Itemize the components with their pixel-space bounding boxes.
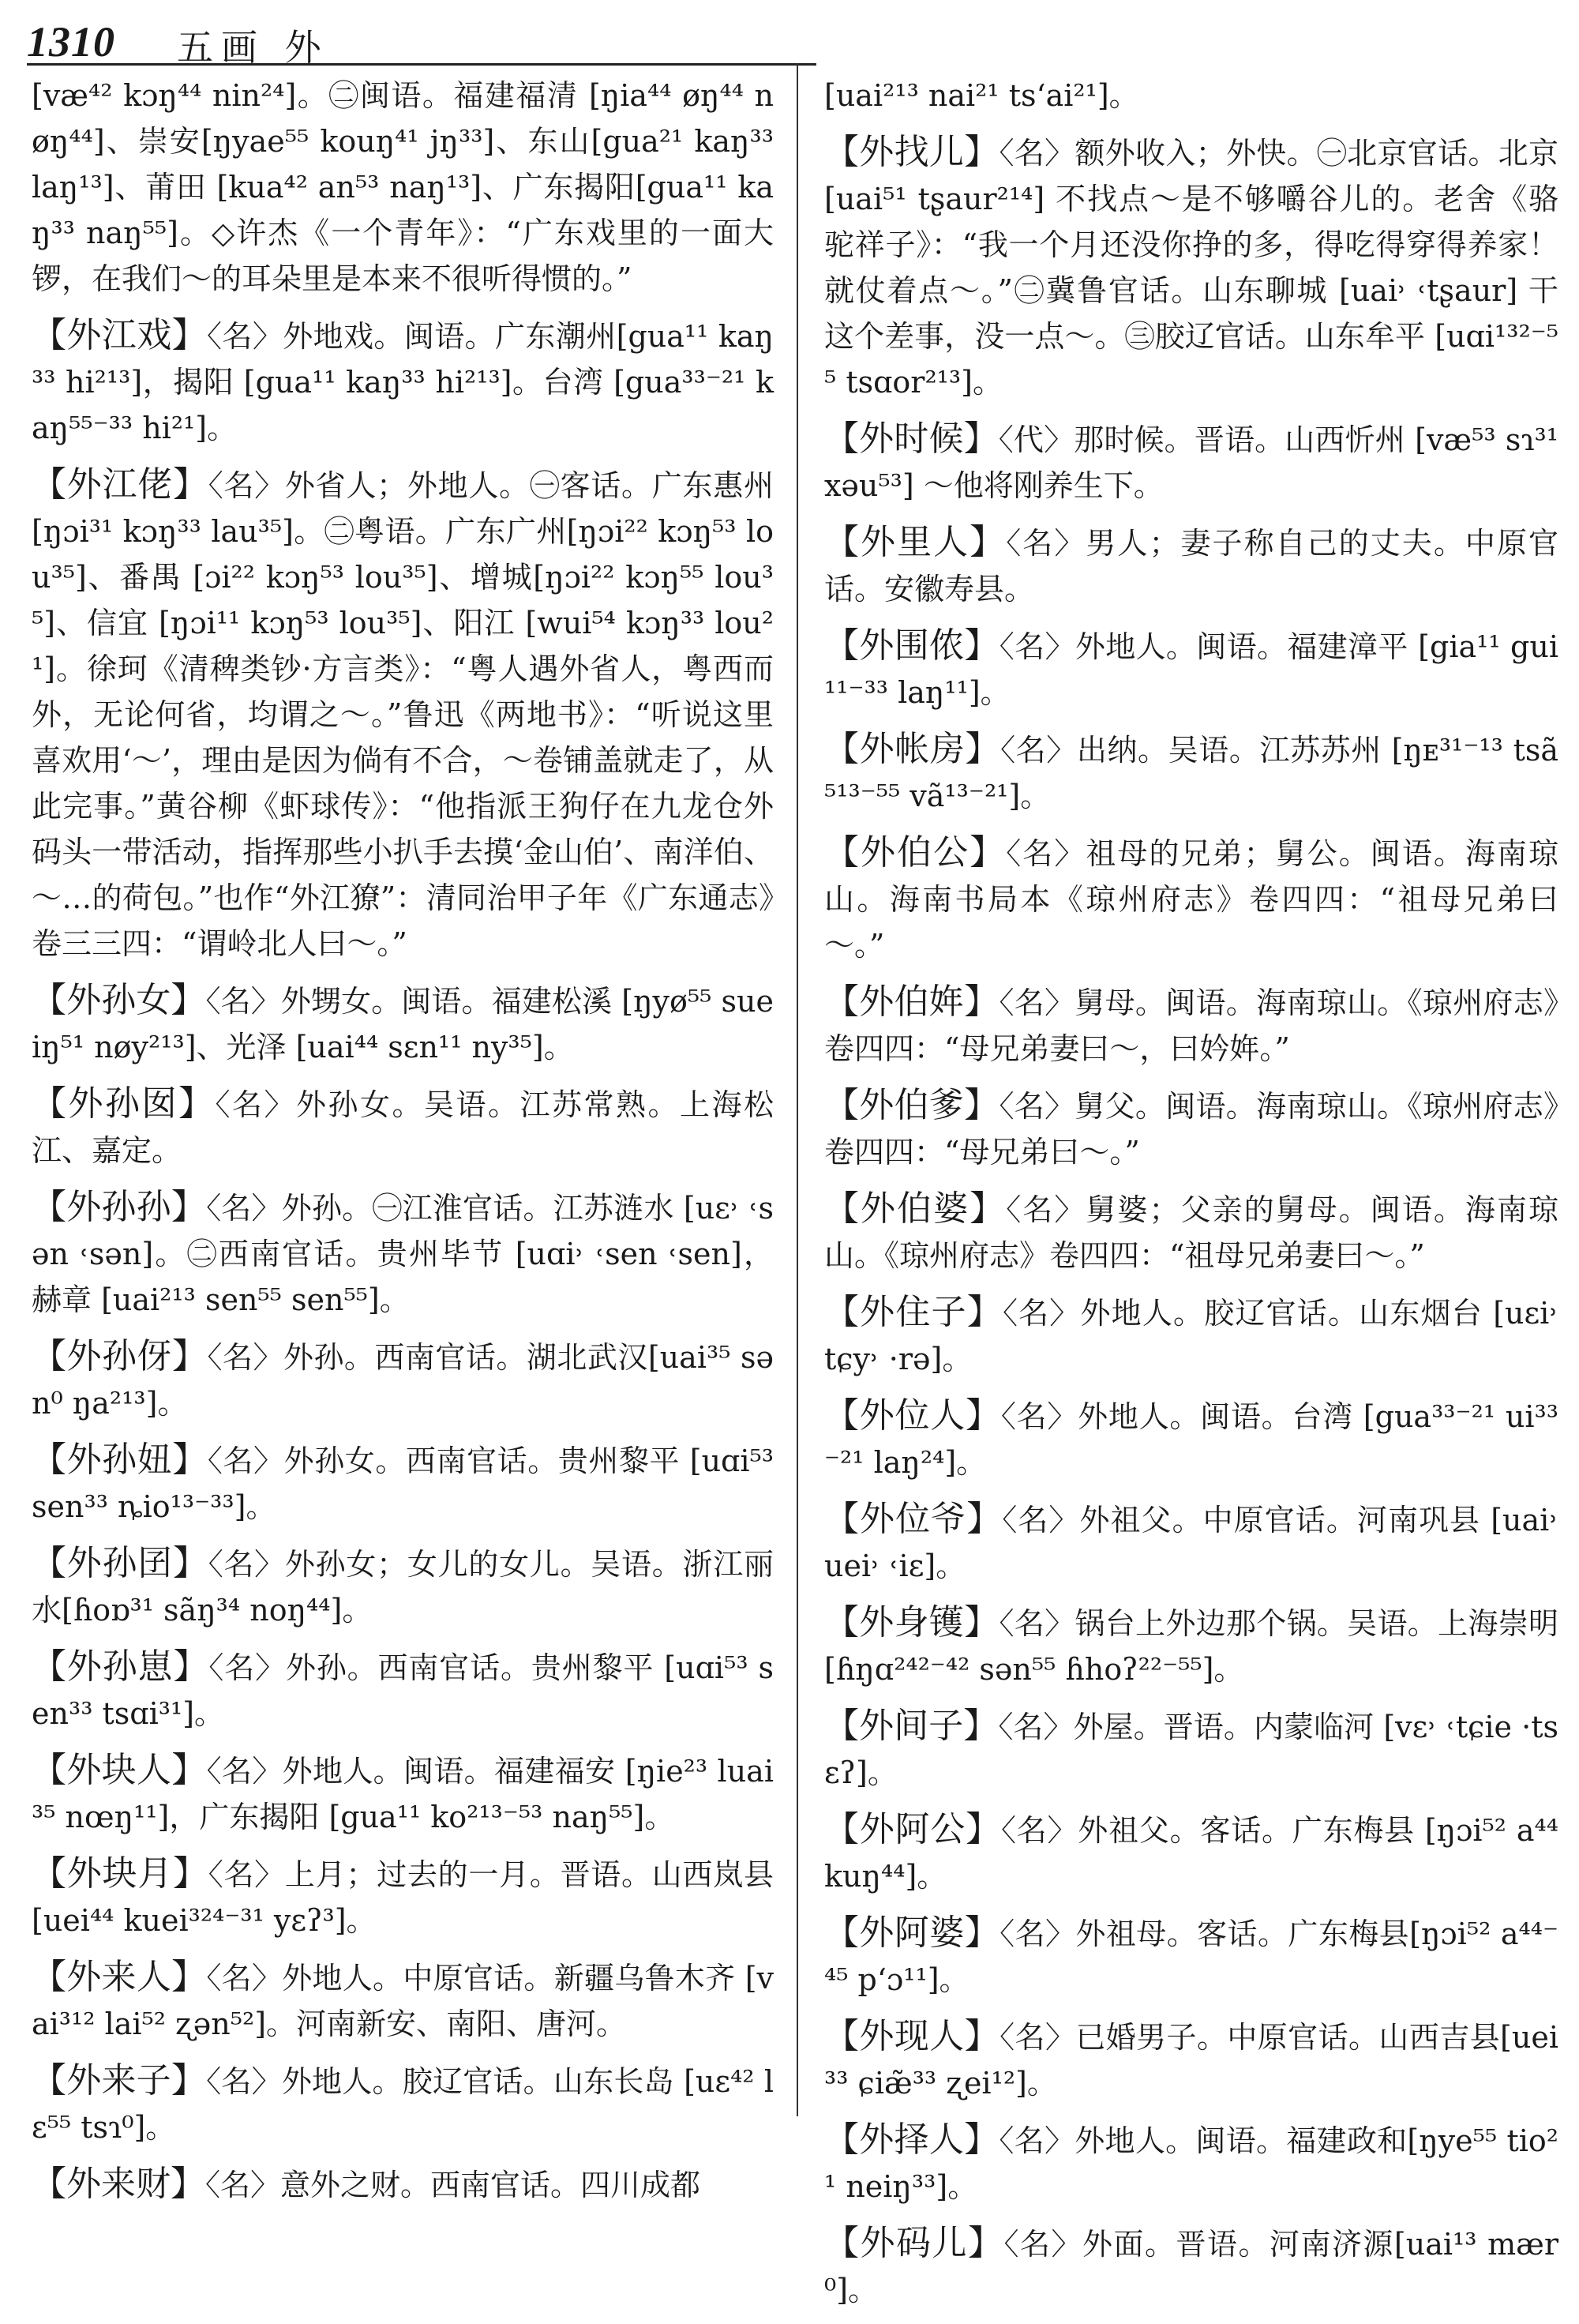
dictionary-entry bbox=[824, 2014, 1558, 2106]
dictionary-entry bbox=[32, 2161, 774, 2208]
entry-definition: 〈名〉舅母。闽语。海南琼山。《琼州府志》卷四四：“母兄弟妻曰～，曰妗姩。” bbox=[824, 986, 1559, 1066]
dictionary-entry bbox=[824, 73, 1558, 118]
entry-definition: 〈名〉外面。晋语。河南济源[uai¹³ mær⁰]。 bbox=[824, 2227, 1558, 2307]
dictionary-entry bbox=[32, 1541, 774, 1633]
dictionary-entry bbox=[32, 1081, 774, 1173]
entry-definition: 〈名〉外地戏。闽语。广东潮州[gua¹¹ kaŋ³³ hi²¹³]，揭阳 [gua¹¹ kaŋ³³ hi²¹³]。台湾 [gua³³⁻²¹ kaŋ⁵⁵⁻³³ hi²¹]。 bbox=[32, 319, 774, 445]
entry-definition: 〈名〉外孙女。吴语。江苏常熟。上海松江、嘉定。 bbox=[32, 1087, 774, 1168]
entry-definition: 〈名〉已婚男子。中原官话。山西吉县[uei³³ ɕiæ̃³³ ʐei¹²]。 bbox=[824, 2020, 1558, 2101]
dictionary-entry bbox=[824, 1807, 1558, 1899]
entry-headword: 【外来财】 bbox=[32, 2164, 205, 2204]
entry-definition: 〈名〉外地人。闽语。福建漳平 [gia¹¹ gui¹¹⁻³³ laŋ¹¹]。 bbox=[824, 629, 1558, 710]
dictionary-entry bbox=[32, 1954, 774, 2047]
entry-definition: 〈名〉外祖父。客话。广东梅县 [ŋɔi⁵² a⁴⁴ kuŋ⁴⁴]。 bbox=[824, 1813, 1559, 1894]
entry-headword: 【外择人】 bbox=[824, 2119, 1000, 2160]
entry-headword: 【外伯姩】 bbox=[824, 982, 1000, 1022]
entry-headword: 【外现人】 bbox=[824, 2016, 1000, 2056]
dictionary-entry bbox=[824, 1910, 1558, 2003]
entry-definition: 〈名〉外祖父。中原官话。河南巩县 [uai˒ uei˒ ˓iɛ]。 bbox=[824, 1503, 1559, 1583]
entry-headword: 【外孙囡】 bbox=[32, 1083, 216, 1124]
dictionary-entry bbox=[32, 1185, 774, 1323]
entry-definition: 〈名〉上月；过去的一月。晋语。山西岚县 [uei⁴⁴ kuei³²⁴⁻³¹ yɛʔ³]。 bbox=[32, 1857, 774, 1938]
dictionary-entry bbox=[824, 416, 1558, 509]
entry-headword: 【外间子】 bbox=[824, 1706, 999, 1746]
entry-headword: 【外孙孙】 bbox=[32, 1187, 207, 1227]
dictionary-entry bbox=[824, 623, 1558, 715]
entry-headword: 【外阿公】 bbox=[824, 1809, 1001, 1849]
entry-headword: 【外孙伢】 bbox=[32, 1336, 208, 1376]
entry-definition: 〈名〉外孙女；女儿的女儿。吴语。浙江丽水[ɦoɒ³¹ sãŋ³⁴ noŋ⁴⁴]。 bbox=[32, 1547, 774, 1628]
entry-definition: 〈名〉出纳。吴语。江苏苏州 [ŋᴇ³¹⁻¹³ tsã⁵¹³⁻⁵⁵ vã¹³⁻²¹]。 bbox=[824, 733, 1559, 813]
entry-headword: 【外住子】 bbox=[824, 1292, 1003, 1332]
entry-headword: 【外码儿】 bbox=[824, 2223, 1004, 2263]
entry-definition: 〈名〉舅婆；父亲的舅母。闽语。海南琼山。《琼州府志》卷四四：“祖母兄弟妻曰～。” bbox=[824, 1192, 1558, 1273]
entry-definition: 〈名〉外地人。胶辽官话。山东长岛 [uɛ⁴² lɛ⁵⁵ tsɿ⁰]。 bbox=[32, 2064, 774, 2145]
dictionary-entry bbox=[824, 1496, 1558, 1589]
entry-definition: 〈名〉外孙。西南官话。湖北武汉[uai³⁵ sən⁰ ŋa²¹³]。 bbox=[32, 1340, 774, 1421]
entry-definition: 〈名〉祖母的兄弟；舅公。闽语。海南琼山。海南书局本《琼州府志》卷四四：“祖母兄弟曰～。” bbox=[824, 836, 1558, 963]
dictionary-entry bbox=[32, 462, 774, 967]
dictionary-entry bbox=[824, 1600, 1558, 1692]
entry-definition: 〈名〉外地人。中原官话。新疆乌鲁木齐 [vai³¹² lai⁵² ʐən⁵²]。河南新安、南阳、唐河。 bbox=[32, 1961, 774, 2041]
entry-headword: 【外孙囝】 bbox=[32, 1543, 208, 1583]
dictionary-entry bbox=[824, 1393, 1558, 1485]
entry-headword: 【外围侬】 bbox=[824, 625, 1000, 666]
entry-definition: [væ⁴² kɔŋ⁴⁴ nin²⁴]。㊁闽语。福建福清 [ŋia⁴⁴ øŋ⁴⁴ nøŋ⁴⁴]、崇安[ŋyae⁵⁵ kouŋ⁴¹ jŋ³³]、东山[gua²¹ kaŋ³³ laŋ¹³]、莆田 [kua⁴² an⁵³ naŋ¹³]、广东揭阳[gua¹¹ kaŋ³³ naŋ⁵⁵]。◇许杰《一个青年》：“广东戏里的一面大锣，在我们～的耳朵里是本来不很听得惯的。” bbox=[32, 78, 774, 296]
entry-headword: 【外位爷】 bbox=[824, 1499, 1003, 1539]
left-column bbox=[32, 73, 774, 2219]
entry-definition: 〈名〉外孙。西南官话。贵州黎平 [uɑi⁵³ sen³³ tsɑi³¹]。 bbox=[32, 1650, 774, 1731]
dictionary-entry bbox=[32, 1748, 774, 1840]
entry-definition: 〈名〉外地人。闽语。福建福安 [ŋie²³ luai³⁵ nœŋ¹¹]，广东揭阳 [gua¹¹ ko²¹³⁻⁵³ naŋ⁵⁵]。 bbox=[32, 1754, 774, 1834]
entry-definition: 〈代〉那时候。晋语。山西忻州 [væ⁵³ sɿ³¹ xəu⁵³] ～他将刚养生下。 bbox=[824, 422, 1558, 503]
entry-definition: 〈名〉外地人。闽语。福建政和[ŋye⁵⁵ tio²¹ neiŋ³³]。 bbox=[824, 2123, 1559, 2204]
right-column bbox=[824, 73, 1558, 2324]
entry-headword: 【外阿婆】 bbox=[824, 1913, 1000, 1953]
entry-definition: 〈名〉锅台上外边那个锅。吴语。上海崇明 [ɦŋɑ²⁴²⁻⁴² sən⁵⁵ ɦhoʔ²²⁻⁵⁵]。 bbox=[824, 1606, 1558, 1687]
dictionary-entry bbox=[824, 979, 1558, 1072]
entry-headword: 【外江佬】 bbox=[32, 464, 208, 505]
dictionary-entry bbox=[32, 73, 774, 302]
dictionary-entry bbox=[824, 1290, 1558, 1382]
header-rule bbox=[27, 63, 816, 66]
dictionary-entry bbox=[32, 313, 774, 451]
entry-definition: 〈名〉外地人。闽语。台湾 [gua³³⁻²¹ ui³³⁻²¹ laŋ²⁴]。 bbox=[824, 1399, 1558, 1480]
entry-headword: 【外来子】 bbox=[32, 2060, 207, 2101]
dictionary-entry bbox=[824, 1186, 1558, 1278]
column-divider bbox=[797, 63, 798, 2116]
entry-headword: 【外孙崽】 bbox=[32, 1646, 209, 1687]
dictionary-entry bbox=[32, 1644, 774, 1736]
entry-headword: 【外江戏】 bbox=[32, 315, 208, 355]
entry-definition: 〈名〉外地人。胶辽官话。山东烟台 [uɛi˒ tɕy˒ ·rə]。 bbox=[824, 1296, 1559, 1376]
entry-headword: 【外伯爹】 bbox=[824, 1085, 1000, 1125]
entry-definition: 〈名〉外祖母。客话。广东梅县[ŋɔi⁵² a⁴⁴⁻⁴⁵ p‘ɔ¹¹]。 bbox=[824, 1917, 1559, 1997]
entry-headword: 【外块人】 bbox=[32, 1750, 207, 1790]
entry-headword: 【外伯婆】 bbox=[824, 1188, 1007, 1229]
entry-definition: 〈名〉外孙。㊀江淮官话。江苏涟水 [uɛ˒ ˓sən ˓sən]。㊁西南官话。贵州毕节 [uɑi˒ ˓sen ˓sen]，赫章 [uai²¹³ sen⁵⁵ sen⁵⁵]。 bbox=[32, 1191, 774, 1317]
dictionary-entry bbox=[32, 1437, 774, 1530]
page-number: 1310 bbox=[27, 18, 115, 66]
dictionary-entry bbox=[824, 1083, 1558, 1175]
dictionary-entry bbox=[32, 2058, 774, 2150]
entry-definition: [uai²¹³ nai²¹ ts‘ai²¹]。 bbox=[824, 78, 1139, 113]
entry-headword: 【外找儿】 bbox=[824, 132, 1000, 172]
dictionary-entry bbox=[824, 130, 1558, 405]
entry-definition: 〈名〉外屋。晋语。内蒙临河 [vɛ˒ ˓tɕie ·tsɛʔ]。 bbox=[824, 1710, 1559, 1790]
dictionary-entry bbox=[824, 2221, 1558, 2313]
entry-definition: 〈名〉外甥女。闽语。福建松溪 [ŋyø⁵⁵ sueiŋ⁵¹ nøy²¹³]、光泽 [uai⁴⁴ sɛn¹¹ ny³⁵]。 bbox=[32, 984, 774, 1064]
dictionary-entry bbox=[824, 1703, 1558, 1796]
entry-headword: 【外孙妞】 bbox=[32, 1440, 208, 1480]
entry-definition: 〈名〉外省人；外地人。㊀客话。广东惠州 [ŋɔi³¹ kɔŋ³³ lau³⁵]。㊁粤语。广东广州[ŋɔi²² kɔŋ⁵³ lou³⁵]、番禺 [ɔi²² kɔŋ⁵³ lou³⁵]、增城[ŋɔi²² kɔŋ⁵⁵ lou³⁵]、信宜 [ŋɔi¹¹ kɔŋ⁵³ lou³⁵]、阳江 [wui⁵⁴ kɔŋ³³ lou²¹]。徐珂《清稗类钞·方言类》：“粤人遇外省人，粤西而外，无论何省，均谓之～。”鲁迅《两地书》：“听说这里喜欢用‘～’，理由是因为倘有不合，～卷铺盖就走了，从此完事。”黄谷柳《虾球传》：“他指派王狗仔在九龙仓外码头一带活动，指挥那些小扒手去摸‘金山伯’、南洋伯、～…的荷包。”也作“外江獠”：清同治甲子年《广东通志》卷三三四：“谓岭北人曰～。” bbox=[32, 468, 774, 961]
entry-headword: 【外伯公】 bbox=[824, 832, 1007, 873]
section-label: 五画 外 bbox=[177, 26, 329, 69]
entry-headword: 【外块月】 bbox=[32, 1853, 208, 1894]
entry-headword: 【外孙女】 bbox=[32, 980, 206, 1020]
entry-definition: 〈名〉额外收入；外快。㊀北京官话。北京 [uai⁵¹ tʂaur²¹⁴] 不找点～是不够嚼谷儿的。老舍《骆驼祥子》：“我一个月还没你挣的多，得吃得穿得养家！就仗着点～。”㊁冀鲁官话。山东聊城 [uai˒ ˓tʂaur] 干这个差事，没一点～。㊂胶辽官话。山东牟平 [uɑi¹³²⁻⁵⁵ tsɑor²¹³]。 bbox=[824, 136, 1558, 400]
entry-headword: 【外时候】 bbox=[824, 419, 999, 459]
entry-headword: 【外里人】 bbox=[824, 522, 1007, 562]
entry-definition: 〈名〉外孙女。西南官话。贵州黎平 [uɑi⁵³ sen³³ ȵio¹³⁻³³]。 bbox=[32, 1444, 774, 1524]
dictionary-entry bbox=[824, 726, 1558, 819]
entry-headword: 【外帐房】 bbox=[824, 729, 1001, 769]
dictionary-entry bbox=[32, 978, 774, 1070]
entry-definition: 〈名〉舅父。闽语。海南琼山。《琼州府志》卷四四：“母兄弟曰～。” bbox=[824, 1089, 1559, 1170]
entry-headword: 【外身镬】 bbox=[824, 1602, 1000, 1643]
entry-headword: 【外来人】 bbox=[32, 1957, 207, 1997]
dictionary-entry bbox=[824, 520, 1558, 612]
entry-headword: 【外位人】 bbox=[824, 1395, 1001, 1436]
dictionary-entry bbox=[32, 1851, 774, 1943]
dictionary-entry bbox=[824, 2117, 1558, 2209]
entry-definition: 〈名〉男人；妻子称自己的丈夫。中原官话。安徽寿县。 bbox=[824, 526, 1558, 606]
entry-definition: 〈名〉意外之财。西南官话。四川成都 bbox=[205, 2168, 701, 2202]
dictionary-entry bbox=[824, 830, 1558, 968]
dictionary-entry bbox=[32, 1334, 774, 1426]
